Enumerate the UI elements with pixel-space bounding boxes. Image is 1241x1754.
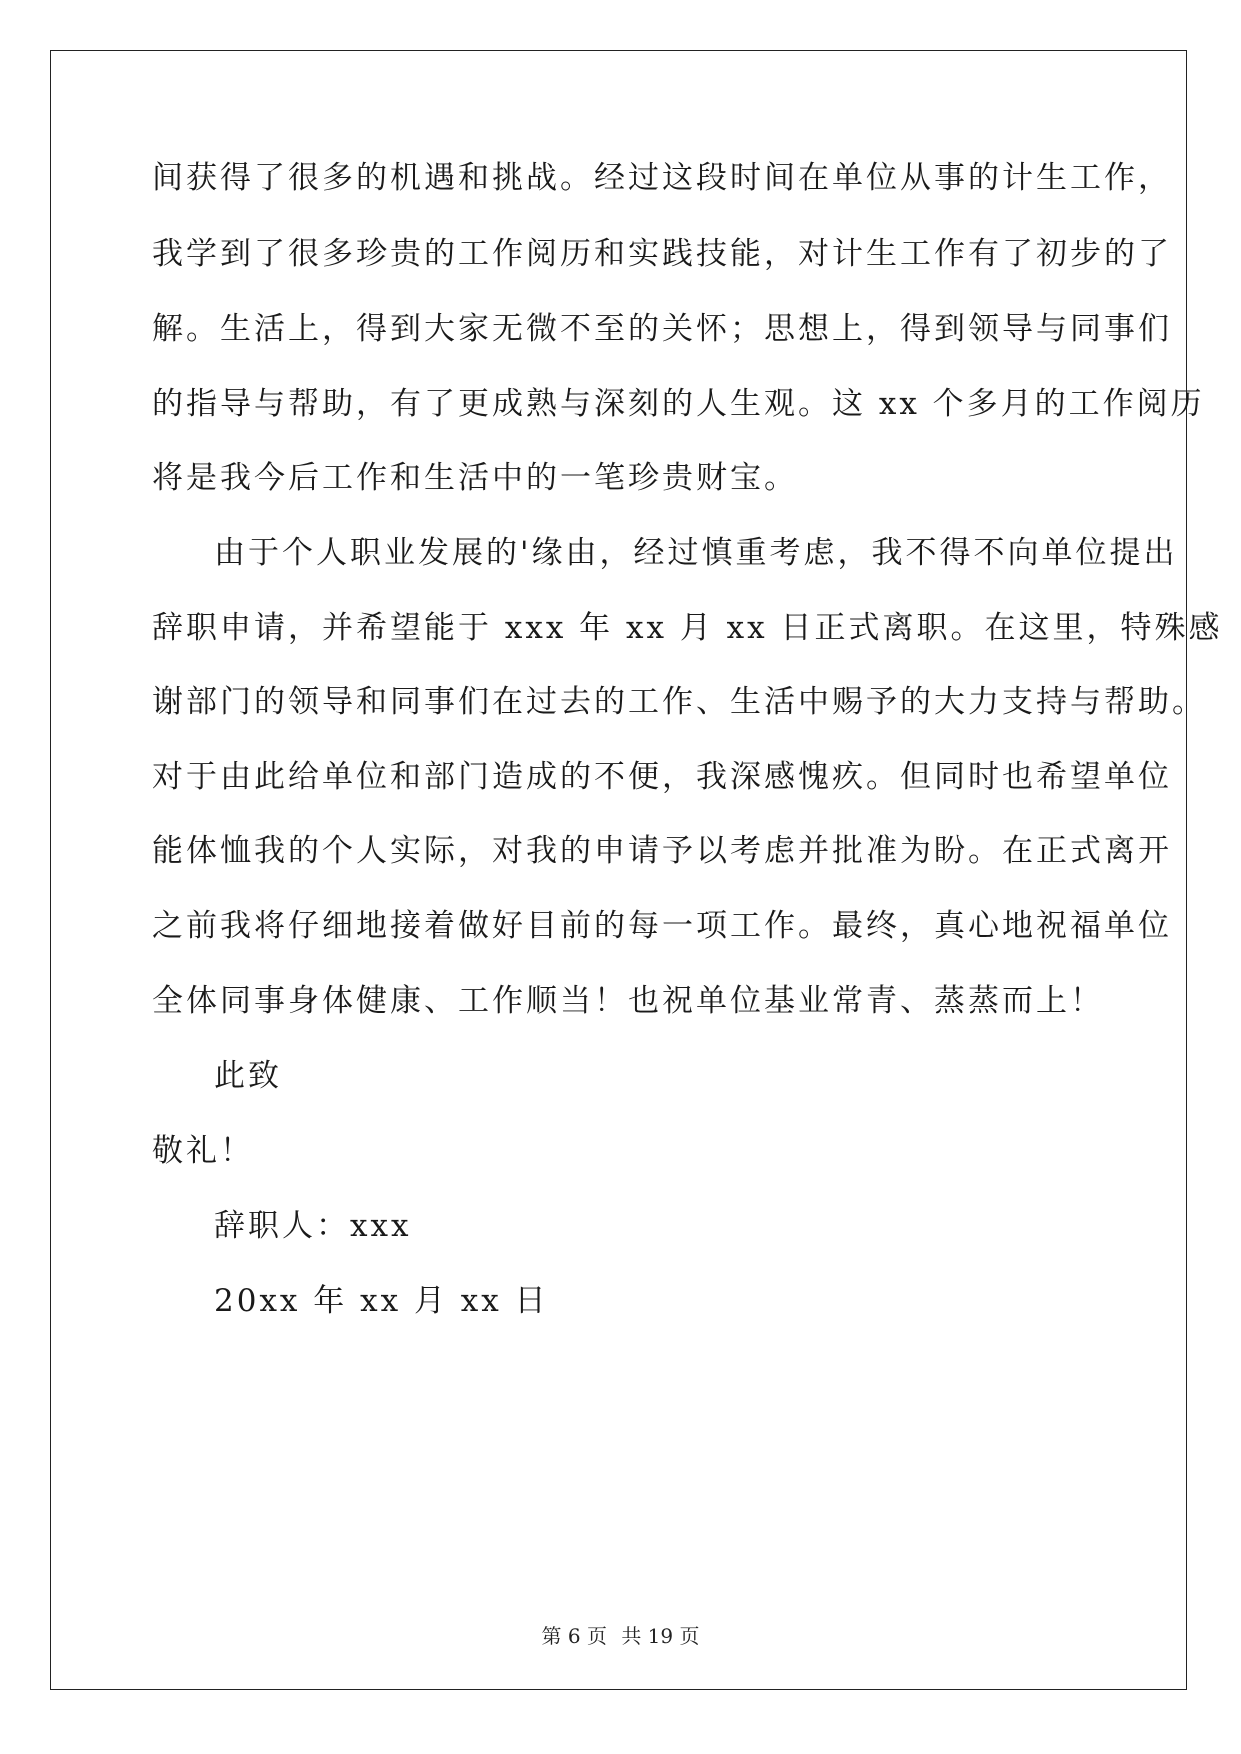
page-border <box>50 50 1187 1690</box>
salutation-line: 此致 <box>214 1058 282 1094</box>
paragraph-start-line: 由于个人职业发展的'缘由，经过慎重考虑，我不得不向单位提出 <box>214 535 1178 571</box>
page-number: 第 6 页 <box>541 1624 607 1648</box>
text-line: 我学到了很多珍贵的工作阅历和实践技能，对计生工作有了初步的了 <box>152 236 1172 272</box>
text-line: 谢部门的领导和同事们在过去的工作、生活中赐予的大力支持与帮助。 <box>152 684 1206 720</box>
date-line: 20xx 年 xx 月 xx 日 <box>214 1283 549 1319</box>
signature-line: 辞职人：xxx <box>214 1208 412 1244</box>
text-line: 辞职申请，并希望能于 xxx 年 xx 月 xx 日正式离职。在这里，特殊感 <box>152 610 1223 646</box>
text-line: 全体同事身体健康、工作顺当！也祝单位基业常青、蒸蒸而上！ <box>152 983 1104 1019</box>
text-line: 的指导与帮助，有了更成熟与深刻的人生观。这 xx 个多月的工作阅历 <box>152 386 1205 422</box>
text-line: 对于由此给单位和部门造成的不便，我深感愧疚。但同时也希望单位 <box>152 759 1172 795</box>
text-line: 能体恤我的个人实际，对我的申请予以考虑并批准为盼。在正式离开 <box>152 833 1172 869</box>
text-line: 解。生活上，得到大家无微不至的关怀；思想上，得到领导与同事们 <box>152 311 1172 347</box>
closing-line: 敬礼！ <box>152 1133 254 1169</box>
text-line: 间获得了很多的机遇和挑战。经过这段时间在单位从事的计生工作， <box>152 160 1172 196</box>
page-total: 共 19 页 <box>621 1624 700 1648</box>
text-line: 将是我今后工作和生活中的一笔珍贵财宝。 <box>152 460 798 496</box>
text-line: 之前我将仔细地接着做好目前的每一项工作。最终，真心地祝福单位 <box>152 908 1172 944</box>
page-footer <box>0 1620 1241 1649</box>
